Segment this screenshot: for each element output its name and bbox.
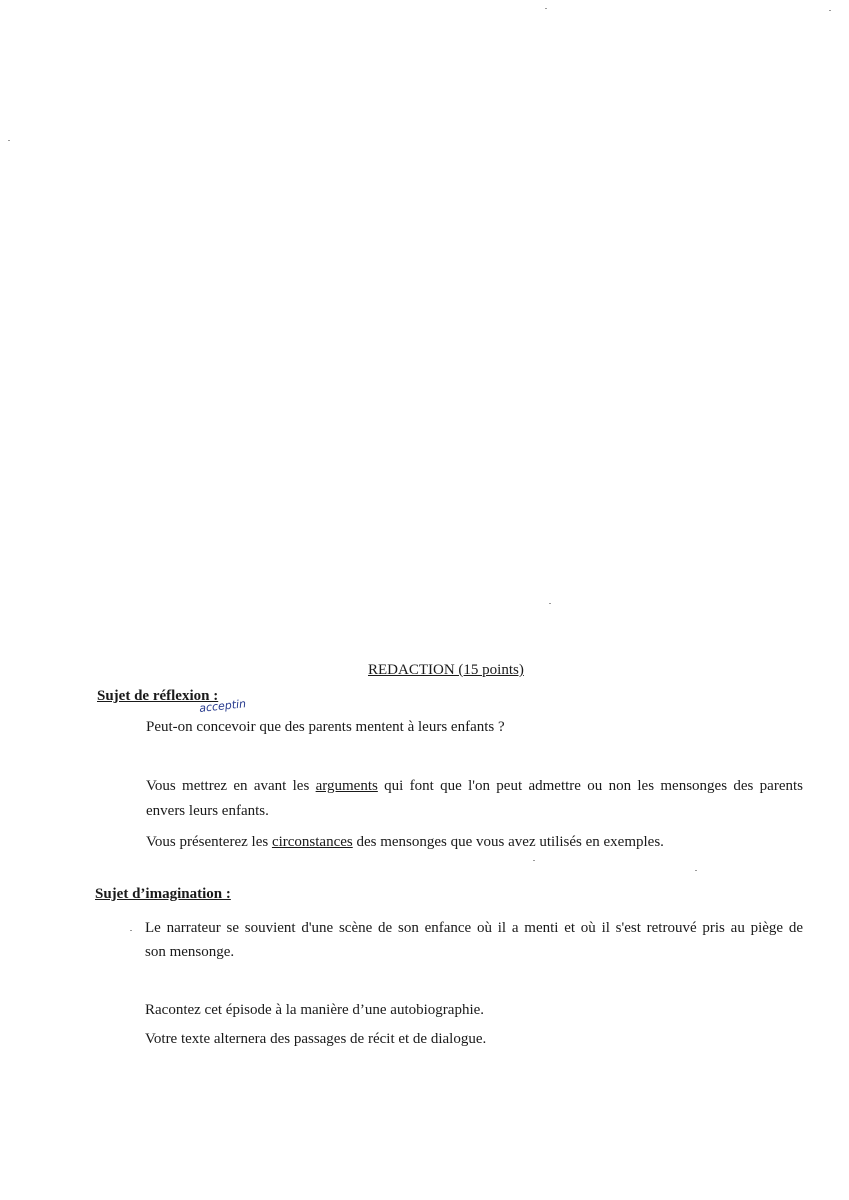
p1-after: qui font que l'on peut admettre ou non les mensonges des parents bbox=[377, 778, 803, 794]
p1-before: Vous mettrez en avant les bbox=[146, 778, 316, 794]
reflexion-question bbox=[146, 719, 505, 736]
scan-speck bbox=[130, 930, 132, 931]
scan-speck bbox=[533, 860, 535, 861]
reflexion-paragraph-1-line-1 bbox=[146, 778, 803, 795]
question-part2: que des parents mentent à leurs enfants ? bbox=[255, 719, 505, 735]
question-part1: Peut-on bbox=[146, 719, 197, 735]
reflexion-paragraph-2 bbox=[146, 834, 664, 851]
imagination-paragraph-1-line-2: son mensonge. bbox=[145, 944, 235, 960]
handwritten-annotation: acceptin bbox=[198, 697, 247, 715]
question-word: concevoir bbox=[196, 719, 256, 735]
imagination-paragraph-2-line-1: Racontez cet épisode à la manière d’une autobiographie. bbox=[145, 1002, 485, 1018]
scan-speck bbox=[695, 870, 697, 871]
imagination-heading: Sujet d’imagination : bbox=[95, 886, 231, 902]
scan-speck bbox=[8, 140, 10, 141]
scan-speck bbox=[549, 603, 551, 604]
keyword-circonstances: circonstances bbox=[271, 834, 353, 850]
imagination-paragraph-1-line-1: Le narrateur se souvient d'une scène de son enfance où il a menti et où il s'est retrouvé pris au piège de bbox=[145, 920, 803, 936]
reflexion-paragraph-1-line-2: envers leurs enfants. bbox=[146, 803, 269, 819]
reflexion-heading: Sujet de réflexion : bbox=[97, 688, 219, 704]
imagination-paragraph-2-line-2: Votre texte alternera des passages de récit et de dialogue. bbox=[145, 1031, 487, 1047]
keyword-arguments: arguments bbox=[315, 778, 378, 794]
p2-before: Vous présenterez les bbox=[146, 834, 272, 850]
page-title: REDACTION (15 points) bbox=[368, 662, 524, 678]
scan-speck bbox=[829, 10, 831, 11]
p2-after: des mensonges que vous avez utilisés en exemples. bbox=[352, 834, 664, 850]
scan-speck bbox=[545, 8, 547, 9]
